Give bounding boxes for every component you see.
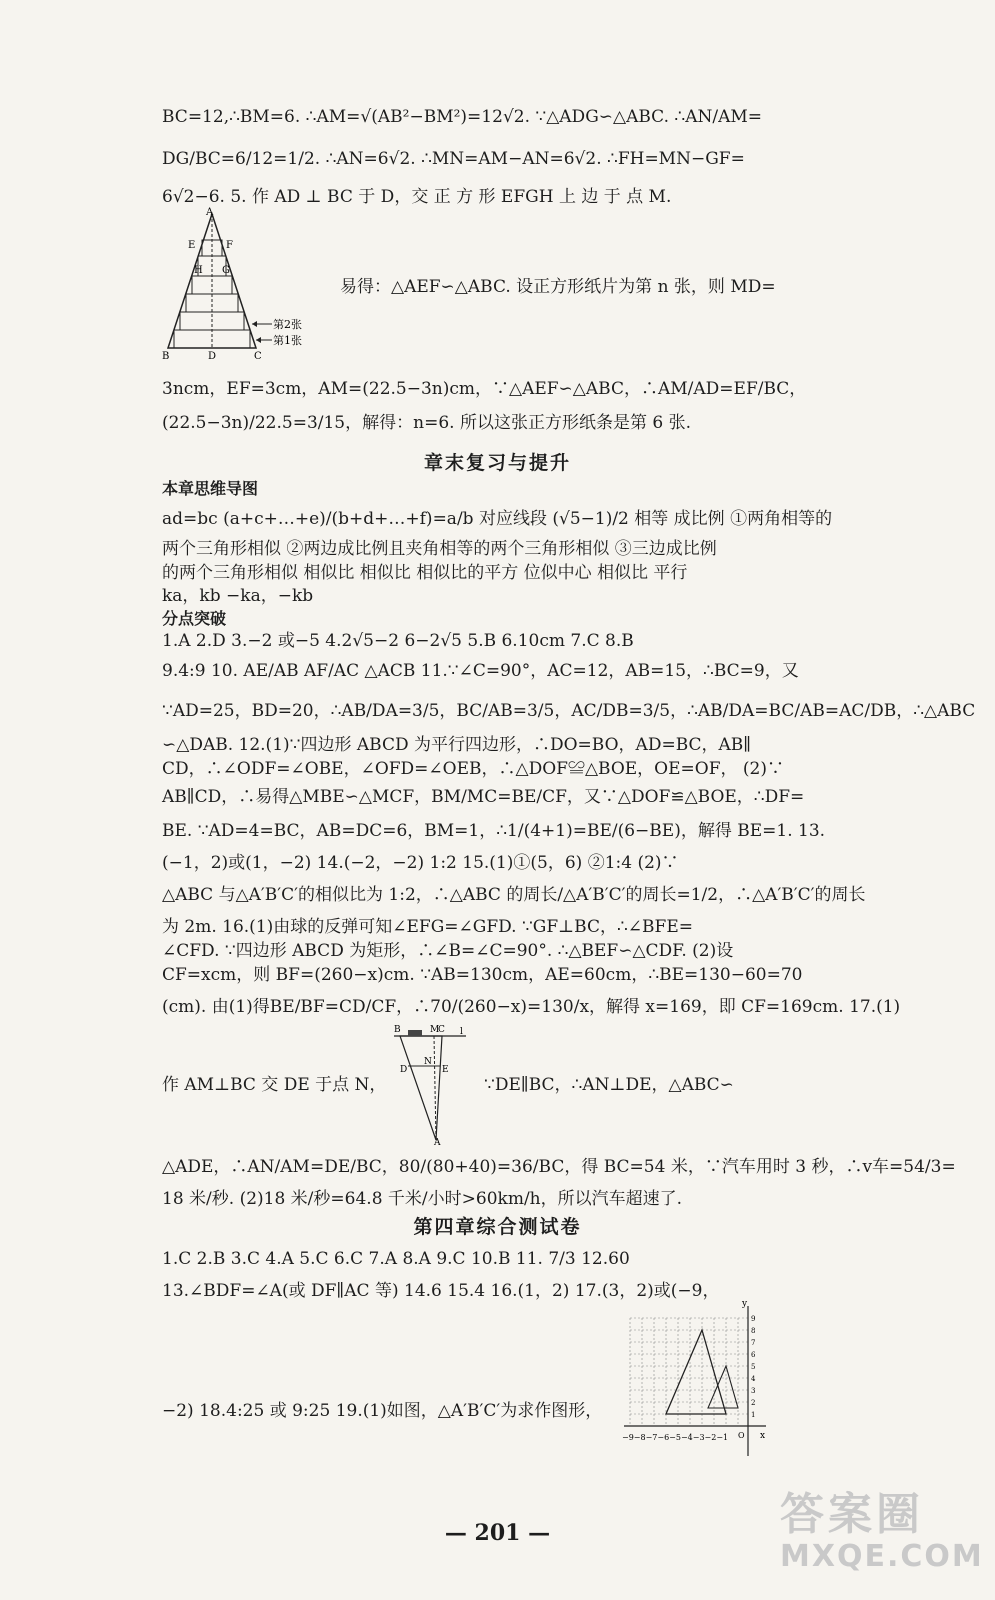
mindmap-heading: 本章思维导图 bbox=[162, 479, 259, 498]
label-b: B bbox=[162, 351, 170, 362]
arrow-label-2: 第2张 bbox=[273, 318, 302, 331]
answer-line: AB∥CD，∴易得△MBE∽△MCF，BM/MC=BE/CF，又∵△DOF≌△BOE，∴DF= bbox=[162, 787, 805, 807]
watermark-top: 答案圈 bbox=[780, 1489, 924, 1540]
arrow-label-1: 第1张 bbox=[273, 334, 302, 347]
speed-triangle-figure bbox=[390, 1022, 470, 1146]
y-tick: 6 bbox=[751, 1351, 756, 1359]
label-g: G bbox=[222, 265, 230, 276]
test-line: −2) 18.4:25 或 9:25 19.(1)如图，△A′B′C′为求作图形， bbox=[162, 1401, 603, 1421]
label-e2: E bbox=[442, 1065, 449, 1075]
y-tick: 4 bbox=[751, 1375, 756, 1383]
text-line: BC=12,∴BM=6. ∴AM=√(AB²−BM²)=12√2. ∵△ADG∽△ABC. ∴AN/AM= bbox=[162, 107, 763, 127]
answer-line: 作 AM⊥BC 交 DE 于点 N， bbox=[162, 1075, 387, 1095]
arrow-1-head bbox=[256, 337, 261, 343]
arrow-2-head bbox=[252, 321, 257, 327]
answer-line: ∠CFD. ∵四边形 ABCD 为矩形，∴∠B=∠C=90°. ∴△BEF∽△CDF. (2)设 bbox=[162, 941, 734, 961]
answer-line: △ADE，∴AN/AM=DE/BC，80/(80+40)=36/BC，得 BC=54 米，∵汽车用时 3 秒，∴v车=54/3= bbox=[162, 1157, 956, 1177]
label-d: D bbox=[208, 351, 217, 362]
y-tick: 2 bbox=[751, 1399, 756, 1407]
label-d2: D bbox=[400, 1065, 408, 1075]
coordinate-grid-figure bbox=[620, 1300, 770, 1460]
answer-line: △ABC 与△A′B′C′的相似比为 1:2，∴△ABC 的周长/△A′B′C′的周长=1/2，∴△A′B′C′的周长 bbox=[162, 885, 866, 905]
altitude-am bbox=[434, 1036, 436, 1140]
section-title-test: 第四章综合测试卷 bbox=[413, 1216, 582, 1238]
label-e: E bbox=[188, 240, 196, 251]
text-line: 3ncm，EF=3cm，AM=(22.5−3n)cm，∵△AEF∽△ABC，∴AM/AD=EF/BC， bbox=[162, 379, 807, 399]
mindmap-line: 的两个三角形相似 相似比 相似比 相似比的平方 位似中心 相似比 平行 bbox=[162, 563, 688, 583]
label-n: N bbox=[424, 1057, 432, 1067]
answer-line: (cm). 由(1)得BE/BF=CD/CF，∴70/(260−x)=130/x，解得 x=169，即 CF=169cm. 17.(1) bbox=[162, 997, 901, 1017]
page-number: — 201 — bbox=[444, 1520, 551, 1546]
answer-line: BE. ∵AD=4=BC，AB=DC=6，BM=1，∴1/(4+1)=BE/(6−BE)，解得 BE=1. 13. bbox=[162, 821, 826, 841]
label-f: F bbox=[226, 240, 233, 251]
answer-line: 9.4:9 10. AE/AB AF/AC △ACB 11.∵∠C=90°，AC=12，AB=15，∴BC=9，又 bbox=[162, 661, 799, 681]
text-line: 易得：△AEF∽△ABC. 设正方形纸片为第 n 张，则 MD= bbox=[340, 277, 776, 297]
answer-line: CF=xcm，则 BF=(260−x)cm. ∵AB=130cm，AE=60cm，∴BE=130−60=70 bbox=[162, 965, 803, 985]
answer-line: ∵DE∥BC，∴AN⊥DE，△ABC∽ bbox=[484, 1075, 734, 1095]
answer-line: ∽△DAB. 12.(1)∵四边形 ABCD 为平行四边形，∴DO=BO，AD=BC，AB∥ bbox=[162, 735, 752, 755]
answer-line: ∵AD=25，BD=20，∴AB/DA=3/5，BC/AB=3/5，AC/DB=3/5，∴AB/DA=BC/AB=AC/DB，∴△ABC bbox=[162, 701, 976, 721]
mindmap-line: 两个三角形相似 ②两边成比例且夹角相等的两个三角形相似 ③三边成比例 bbox=[162, 539, 717, 559]
mindmap-line: ka，kb −ka，−kb bbox=[162, 586, 314, 606]
label-a2: A bbox=[434, 1138, 441, 1148]
answer-line: CD，∴∠ODF=∠OBE，∠OFD=∠OEB，∴△DOF≌△BOE，OE=OF， (2)∵ bbox=[162, 759, 784, 779]
text-line: (22.5−3n)/22.5=3/15，解得：n=6. 所以这张正方形纸条是第 6 张. bbox=[162, 413, 691, 433]
test-line: 13.∠BDF=∠A(或 DF∥AC 等) 14.6 15.4 16.(1，2) 17.(3，2)或(−9， bbox=[162, 1281, 720, 1301]
label-h: H bbox=[194, 265, 203, 276]
text-line: DG/BC=6/12=1/2. ∴AN=6√2. ∴MN=AM−AN=6√2. ∴FH=MN−GF= bbox=[162, 149, 745, 169]
label-m2: M bbox=[430, 1025, 440, 1035]
test-line: 1.C 2.B 3.C 4.A 5.C 6.C 7.A 8.A 9.C 10.B 11. 7/3 12.60 bbox=[162, 1249, 630, 1269]
label-b2: B bbox=[394, 1025, 401, 1035]
triangle-a-prime bbox=[666, 1330, 726, 1414]
answer-line: 1.A 2.D 3.−2 或−5 4.2√5−2 6−2√5 5.B 6.10cm 7.C 8.B bbox=[162, 631, 634, 651]
mindmap-line: ad=bc (a+c+…+e)/(b+d+…+f)=a/b 对应线段 (√5−1)/2 相等 成比例 ①两角相等的 bbox=[162, 509, 833, 529]
answer-line: 为 2m. 16.(1)由球的反弹可知∠EFG=∠GFD. ∵GF⊥BC，∴∠BFE= bbox=[162, 917, 693, 937]
car-shape bbox=[408, 1030, 422, 1036]
y-tick: 5 bbox=[751, 1363, 756, 1371]
label-c: C bbox=[254, 351, 262, 362]
axis-x-label: x bbox=[760, 1431, 766, 1441]
y-tick: 8 bbox=[751, 1327, 756, 1335]
y-tick: 9 bbox=[751, 1315, 756, 1323]
answer-line: 18 米/秒. (2)18 米/秒=64.8 千米/小时>60km/h，所以汽车超速了. bbox=[162, 1189, 683, 1209]
triangle-squares-figure bbox=[160, 206, 320, 361]
watermark-bottom: MXQE.COM bbox=[780, 1539, 984, 1574]
y-tick: 7 bbox=[751, 1339, 756, 1347]
text-line: 6√2−6. 5. 作 AD ⊥ BC 于 D，交 正 方 形 EFGH 上 边 于 点 M. bbox=[162, 187, 672, 207]
breakthrough-heading: 分点突破 bbox=[162, 609, 227, 628]
answer-line: (−1，2)或(1，−2) 14.(−2，−2) 1:2 15.(1)①(5，6) ②1:4 (2)∵ bbox=[162, 853, 679, 873]
label-a: A bbox=[206, 207, 214, 218]
label-c2: C bbox=[438, 1025, 445, 1035]
label-l: l bbox=[460, 1027, 463, 1037]
section-title-review: 章末复习与提升 bbox=[423, 452, 571, 474]
origin-label: O bbox=[738, 1431, 745, 1440]
square-efgh bbox=[202, 240, 222, 256]
y-tick: 3 bbox=[751, 1387, 756, 1395]
x-tick-labels: −9−8−7−6−5−4−3−2−1 bbox=[622, 1433, 729, 1442]
axis-y-label: y bbox=[742, 1299, 748, 1309]
grid-lines bbox=[630, 1318, 748, 1426]
triangle-abc-2 bbox=[400, 1036, 442, 1140]
y-tick: 1 bbox=[751, 1411, 756, 1419]
watermark bbox=[780, 1489, 984, 1590]
